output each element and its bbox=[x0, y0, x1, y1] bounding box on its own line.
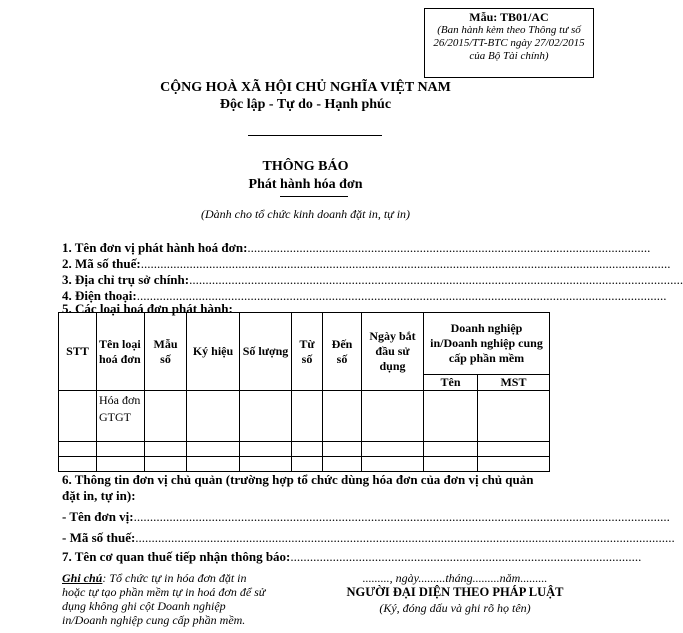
form-issuance-note: (Ban hành kèm theo Thông tư số 26/2015/TT-BTC ngày 27/02/2015 của Bộ Tài chính) bbox=[433, 24, 585, 62]
field-parent-unit-name[interactable]: - Tên đơn vị:..................................................................................................................................................................... bbox=[62, 509, 670, 524]
national-motto: Độc lập - Tự do - Hạnh phúc bbox=[219, 97, 392, 112]
col-header-stt: STT bbox=[59, 313, 97, 391]
table-cell[interactable] bbox=[323, 391, 362, 442]
table-cell[interactable] bbox=[187, 442, 240, 457]
table-cell[interactable] bbox=[187, 391, 240, 442]
document-subtitle: Phát hành hóa đơn bbox=[248, 177, 363, 192]
field-head-office-label: 3. Địa chỉ trụ sở chính: bbox=[62, 272, 190, 287]
table-cell[interactable] bbox=[59, 457, 97, 472]
field-tax-authority-label: 7. Tên cơ quan thuế tiếp nhận thông báo: bbox=[62, 549, 291, 564]
table-cell[interactable] bbox=[240, 391, 292, 442]
col-header-quantity: Số lượng bbox=[240, 313, 292, 391]
header-divider bbox=[248, 135, 382, 136]
table-cell[interactable] bbox=[478, 457, 550, 472]
col-header-start-date: Ngày bắt đầu sử dụng bbox=[362, 313, 424, 391]
table-cell[interactable] bbox=[59, 442, 97, 457]
table-cell[interactable] bbox=[240, 457, 292, 472]
table-cell[interactable] bbox=[478, 391, 550, 442]
col-header-symbol: Ký hiệu bbox=[187, 313, 240, 391]
footnote bbox=[62, 571, 272, 627]
field-phone-label: 4. Điện thoại: bbox=[62, 288, 137, 303]
section-6-heading: 6. Thông tin đơn vị chủ quản (trường hợp tổ chức dùng hóa đơn của đơn vị chủ quản đặt in, tự in): bbox=[62, 472, 534, 503]
field-tax-authority[interactable]: 7. Tên cơ quan thuế tiếp nhận thông báo:............................................................................................................ bbox=[62, 549, 642, 564]
col-header-printing-company: Doanh nghiệp in/Doanh nghiệp cung cấp phần mềm bbox=[424, 313, 550, 375]
table-cell[interactable] bbox=[292, 442, 323, 457]
table-cell[interactable] bbox=[145, 391, 187, 442]
footnote-text: : Tổ chức tự in hóa đơn đặt in hoặc tự tạo phần mềm tự in hoá đơn để sử dụng không ghi cột Doanh nghiệp in/Doanh nghiệp cung cấp phần mềm. bbox=[62, 571, 266, 627]
col-header-invoice-type: Tên loại hoá đơn bbox=[97, 313, 145, 391]
table-cell[interactable] bbox=[424, 391, 478, 442]
table-cell[interactable] bbox=[424, 457, 478, 472]
nation-heading: CỘNG HOÀ XÃ HỘI CHỦ NGHĨA VIỆT NAM bbox=[160, 80, 451, 95]
table-cell[interactable] bbox=[97, 457, 145, 472]
table-cell-invoice-type[interactable]: Hóa đơn GTGT bbox=[97, 391, 145, 442]
field-tax-code[interactable]: 2. Mã số thuế:................................................................................................................................................................... bbox=[62, 256, 671, 271]
col-header-from-no: Từ số bbox=[292, 313, 323, 391]
legal-representative-title: NGƯỜI ĐẠI DIỆN THEO PHÁP LUẬT bbox=[346, 585, 564, 599]
field-parent-tax-code-label: - Mã số thuế: bbox=[62, 530, 136, 545]
field-issuer-name[interactable]: 1. Tên đơn vị phát hành hoá đơn:............................................................................................................................ bbox=[62, 240, 651, 255]
field-issuer-name-label: 1. Tên đơn vị phát hành hoá đơn: bbox=[62, 240, 248, 255]
field-phone[interactable]: 4. Điện thoại:................................................................................................................................................................... bbox=[62, 288, 667, 303]
table-cell[interactable] bbox=[362, 457, 424, 472]
table-cell[interactable] bbox=[59, 391, 97, 442]
subtitle-underline bbox=[280, 196, 348, 197]
table-cell[interactable] bbox=[323, 442, 362, 457]
field-parent-tax-code[interactable]: - Mã số thuế:...................................................................................................................................................................... bbox=[62, 530, 675, 545]
field-head-office[interactable]: 3. Địa chỉ trụ sở chính:........................................................................................................................................................ bbox=[62, 272, 683, 287]
table-cell[interactable] bbox=[292, 391, 323, 442]
table-cell[interactable] bbox=[362, 442, 424, 457]
invoice-types-table bbox=[58, 312, 550, 472]
table-cell[interactable] bbox=[97, 442, 145, 457]
signature-instruction: (Ký, đóng dấu và ghi rõ họ tên) bbox=[379, 601, 531, 615]
document-title: THÔNG BÁO bbox=[262, 159, 349, 174]
table-cell[interactable] bbox=[424, 442, 478, 457]
col-header-template-no: Mẫu số bbox=[145, 313, 187, 391]
table-cell[interactable] bbox=[292, 457, 323, 472]
footnote-label: Ghi chú bbox=[62, 571, 103, 585]
field-parent-unit-name-label: - Tên đơn vị: bbox=[62, 509, 134, 524]
col-header-company-tax-code: MST bbox=[478, 375, 550, 391]
table-cell[interactable] bbox=[145, 442, 187, 457]
form-code-box bbox=[424, 8, 594, 78]
field-invoice-types-label: 5. Các loại hoá đơn phát hành: bbox=[62, 301, 233, 316]
table-row bbox=[59, 457, 550, 472]
col-header-to-no: Đến số bbox=[323, 313, 362, 391]
scope-note: (Dành cho tổ chức kinh doanh đặt in, tự in) bbox=[200, 207, 411, 221]
table-cell[interactable] bbox=[187, 457, 240, 472]
table-cell[interactable] bbox=[362, 391, 424, 442]
table-row bbox=[59, 442, 550, 457]
table-row bbox=[59, 391, 550, 442]
table-cell[interactable] bbox=[478, 442, 550, 457]
table-cell[interactable] bbox=[145, 457, 187, 472]
table-cell[interactable] bbox=[240, 442, 292, 457]
col-header-company-name: Tên bbox=[424, 375, 478, 391]
field-tax-code-label: 2. Mã số thuế: bbox=[62, 256, 141, 271]
signature-date-line: ........., ngày.........tháng.........năm......... bbox=[362, 571, 548, 585]
table-cell[interactable] bbox=[323, 457, 362, 472]
form-code: Mẫu: TB01/AC bbox=[469, 10, 549, 24]
